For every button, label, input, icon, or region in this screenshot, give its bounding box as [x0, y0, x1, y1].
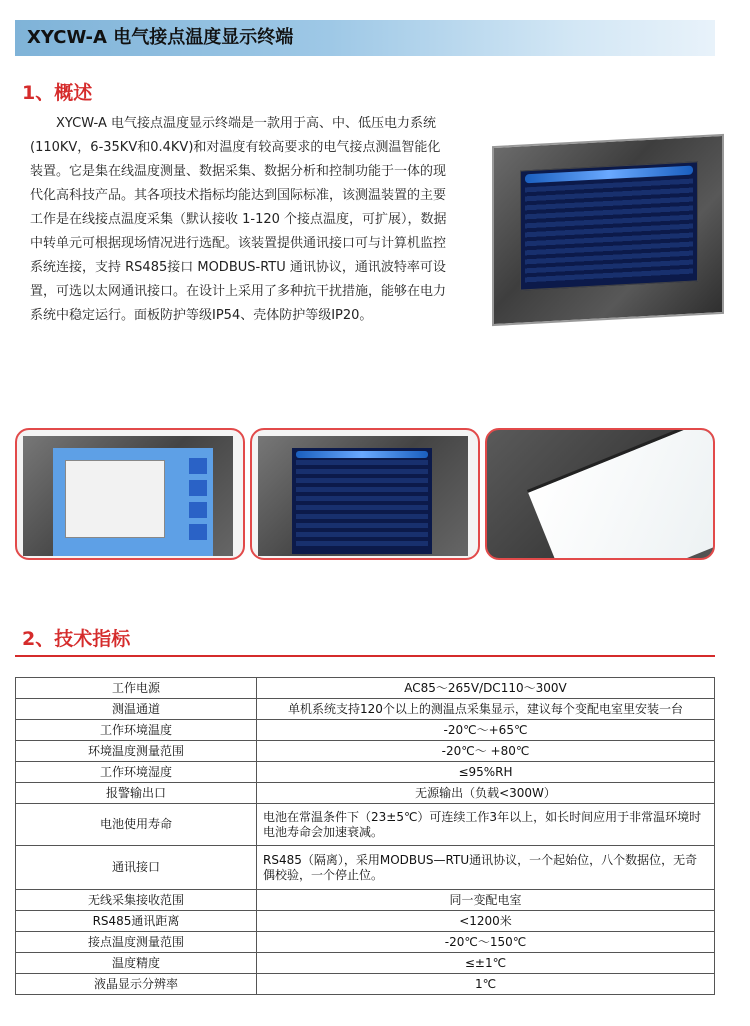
table-row — [16, 890, 715, 911]
table-row — [16, 699, 715, 720]
device-screen-rows — [525, 179, 693, 286]
section-title-specs: 2、技术指标 — [22, 628, 131, 650]
table-row — [16, 678, 715, 699]
photo-device-temperature-screen — [250, 428, 480, 560]
spec-key: 温度精度 — [16, 953, 257, 974]
section-divider — [15, 655, 715, 657]
table-row — [16, 974, 715, 995]
spec-key: 无线采集接收范围 — [16, 890, 257, 911]
screen-glass — [527, 428, 715, 560]
table-row — [16, 932, 715, 953]
spec-table — [15, 677, 715, 995]
table-row — [16, 804, 715, 846]
side-buttons — [189, 458, 207, 546]
spec-key: 液晶显示分辨率 — [16, 974, 257, 995]
spec-key: RS485通讯距离 — [16, 911, 257, 932]
dialog-window — [65, 460, 165, 538]
table-row — [16, 846, 715, 890]
table-row — [16, 762, 715, 783]
spec-value: <1200米 — [257, 911, 715, 932]
spec-value: AC85～265V/DC110～300V — [257, 678, 715, 699]
page-title: XYCW-A 电气接点温度显示终端 — [15, 20, 715, 56]
spec-key: 测温通道 — [16, 699, 257, 720]
device-screen — [520, 161, 698, 290]
spec-key: 接点温度测量范围 — [16, 932, 257, 953]
spec-key: 电池使用寿命 — [16, 804, 257, 846]
spec-value: 单机系统支持120个以上的测温点采集显示，建议每个变配电室里安装一台 — [257, 699, 715, 720]
screen-rows — [296, 460, 428, 550]
spec-value: -20℃～+65℃ — [257, 720, 715, 741]
spec-key: 报警输出口 — [16, 783, 257, 804]
table-row — [16, 953, 715, 974]
spec-key: 工作环境温度 — [16, 720, 257, 741]
table-row — [16, 911, 715, 932]
device-photo — [492, 134, 724, 326]
spec-value: ≤±1℃ — [257, 953, 715, 974]
spec-value: -20℃～ +80℃ — [257, 741, 715, 762]
spec-value: 同一变配电室 — [257, 890, 715, 911]
photo-device-settings-screen — [15, 428, 245, 560]
spec-key: 工作环境湿度 — [16, 762, 257, 783]
spec-key: 通讯接口 — [16, 846, 257, 890]
intro-paragraph — [30, 112, 450, 328]
table-row — [16, 720, 715, 741]
spec-value: 无源输出（负载<300W） — [257, 783, 715, 804]
spec-value: ≤95%RH — [257, 762, 715, 783]
screen-header — [296, 451, 428, 458]
photo-device-corner-closeup — [485, 428, 715, 560]
spec-value: 1℃ — [257, 974, 715, 995]
spec-value: RS485（隔离），采用MODBUS—RTU通讯协议，一个起始位，八个数据位，无奇偶校验，一个停止位。 — [257, 846, 715, 890]
section-title-overview: 1、概述 — [22, 82, 93, 104]
intro-text: XYCW-A 电气接点温度显示终端是一款用于高、中、低压电力系统(110KV，6-35KV和0.4KV)和对温度有较高要求的电气接点测温智能化装置。它是集在线温度测量、数据采集、数据分析和控制功能于一体的现代化高科技产品。其各项技术指标均能达到国际标准，该测温装置的主要工作是在线接点温度采集（默认接收 1-120 个接点温度，可扩展），数据中转单元可根据现场情况进行选配。该装置提供通讯接口可与计算机监控系统连接，支持 RS485接口 MODBUS-RTU 通讯协议，通讯波特率可设置，可选以太网通讯接口。在设计上采用了多种抗干扰措施，能够在电力系统中稳定运行。面板防护等级IP54、壳体防护等级IP20。 — [30, 116, 447, 323]
table-row — [16, 783, 715, 804]
table-row — [16, 741, 715, 762]
spec-key: 工作电源 — [16, 678, 257, 699]
spec-value: 电池在常温条件下（23±5℃）可连续工作3年以上，如长时间应用于非常温环境时电池寿命会加速衰减。 — [257, 804, 715, 846]
spec-value: -20℃～150℃ — [257, 932, 715, 953]
spec-key: 环境温度测量范围 — [16, 741, 257, 762]
